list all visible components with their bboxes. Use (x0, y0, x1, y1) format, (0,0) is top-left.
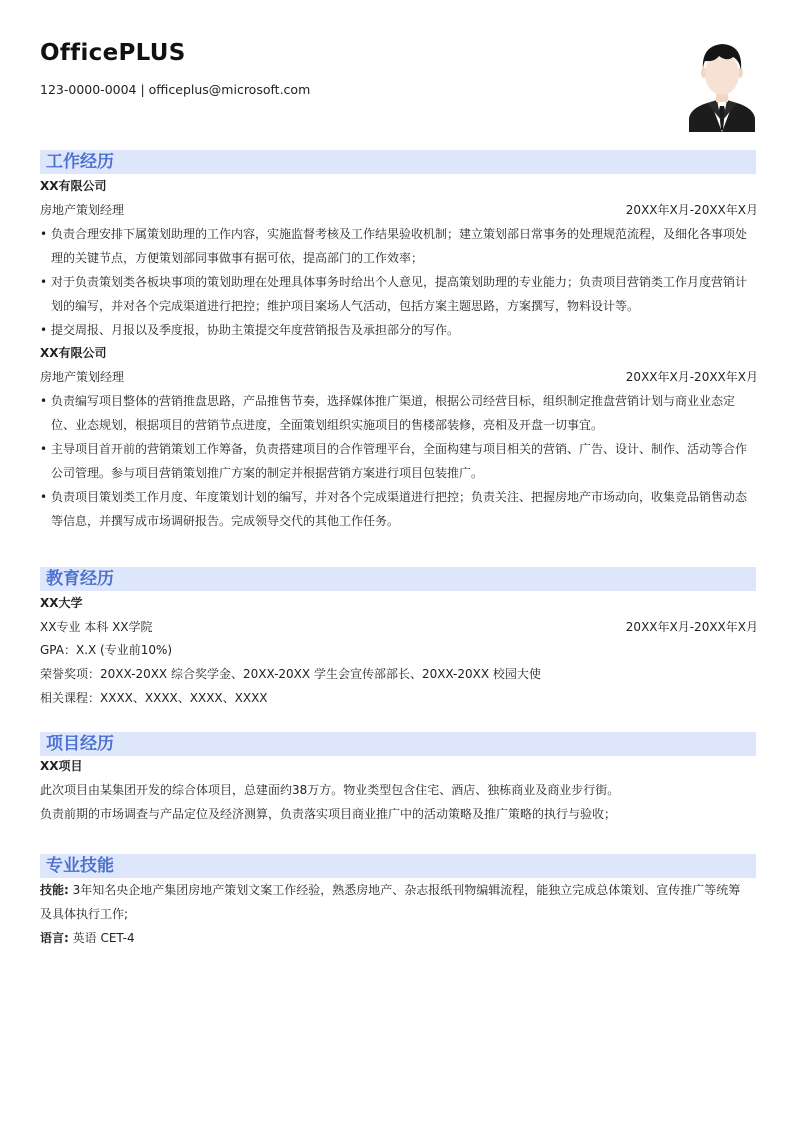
skills-label: 技能: (40, 883, 69, 897)
bullet-text: 负责项目策划类工作月度、年度策划计划的编写，并对各个完成渠道进行把控；负责关注、把握房地产市场动向，收集竞品销售动态等信息，并撰写成市场调研报告。完成领导交代的其他工作任务。 (51, 490, 748, 528)
work-1-position: 房地产策划经理 (40, 203, 125, 217)
section-title-skills (40, 854, 756, 878)
work-2-bullet-3 (40, 485, 756, 533)
education-major: XX专业 本科 XX学院 (40, 620, 153, 634)
project-name: XX项目 (40, 759, 83, 773)
work-2-bullet-1 (40, 389, 756, 437)
avatar (689, 40, 755, 132)
bullet-text: 提交周报、月报以及季度报，协助主策提交年度营销报告及承担部分的写作。 (51, 323, 460, 337)
section-title-work (40, 150, 756, 174)
work-2-period: 20XX年X月-20XX年X月 (625, 370, 758, 384)
section-title-skills-label: 专业技能 (46, 856, 114, 876)
work-1-bullet-3 (40, 318, 756, 342)
language-text: 英语 CET-4 (68, 931, 135, 945)
section-title-project (40, 732, 756, 756)
contact-info: 123-0000-0004 | officeplus@microsoft.com (40, 82, 311, 97)
work-1-period: 20XX年X月-20XX年X月 (625, 203, 758, 217)
project-line-2: 负责前期的市场调查与产品定位及经济测算，负责落实项目商业推广中的活动策略及推广策略的执行与验收； (40, 807, 617, 821)
language-line (40, 930, 135, 946)
work-2-company: XX有限公司 (40, 346, 107, 360)
section-title-education (40, 567, 756, 591)
education-gpa: GPA：X.X (专业前10%) (40, 643, 173, 657)
work-1-company: XX有限公司 (40, 179, 107, 193)
bullet-marker: • (40, 442, 48, 456)
bullet-marker: • (40, 490, 48, 504)
education-honors: 荣誉奖项：20XX-20XX 综合奖学金、20XX-20XX 学生会宣传部部长、20XX-20XX 校园大使 (40, 667, 541, 681)
education-courses: 相关课程：XXXX、XXXX、XXXX、XXXX (40, 691, 268, 705)
bullet-marker: • (40, 227, 48, 241)
skills-line-1 (40, 882, 740, 898)
section-title-work-label: 工作经历 (46, 152, 114, 172)
section-title-education-label: 教育经历 (46, 569, 114, 589)
work-1-bullet-1 (40, 222, 756, 270)
bullet-text: 主导项目首开前的营销策划工作筹备，负责搭建项目的合作管理平台，全面构建与项目相关的营销、广告、设计、制作、活动等合作公司管理。参与项目营销策划推广方案的制定并根据营销方案进行项目包装推广。 (51, 442, 748, 480)
work-1-bullet-2 (40, 270, 756, 318)
skills-line-2: 及具体执行工作; (40, 907, 129, 921)
bullet-text: 负责合理安排下属策划助理的工作内容，实施监督考核及工作结果验收机制；建立策划部日常事务的处理规范流程，及细化各事项处理的关键节点，方便策划部同事做事有据可依，提高部门的工作效率； (51, 227, 748, 265)
skills-text: 3年知名央企地产集团房地产策划文案工作经验，熟悉房地产、杂志报纸刊物编辑流程，能独立完成总体策划、宣传推广等统筹 (68, 883, 741, 897)
bullet-marker: • (40, 394, 48, 408)
language-label: 语言: (40, 931, 69, 945)
education-school: XX大学 (40, 596, 83, 610)
bullet-marker: • (40, 323, 48, 337)
bullet-text: 对于负责策划类各板块事项的策划助理在处理具体事务时给出个人意见，提高策划助理的专业能力；负责项目营销类工作月度营销计划的编写，并对各个完成渠道进行把控；维护项目案场人气活动，包括方案主题思路，方案撰写，物料设计等。 (51, 275, 748, 313)
section-title-project-label: 项目经历 (46, 734, 114, 754)
project-line-1: 此次项目由某集团开发的综合体项目，总建面约38万方。物业类型包含住宅、酒店、独栋商业及商业步行街。 (40, 783, 620, 797)
education-period: 20XX年X月-20XX年X月 (625, 620, 758, 634)
work-2-position: 房地产策划经理 (40, 370, 125, 384)
bullet-text: 负责编写项目整体的营销推盘思路，产品推售节奏，选择媒体推广渠道，根据公司经营目标，组织制定推盘营销计划与商业业态定位、业态规划，根据项目的营销节点进度，全面策划组织实施项目的售楼部装修，亮相及开盘一切事宜。 (51, 394, 736, 432)
candidate-name: OfficePLUS (40, 40, 186, 66)
bullet-marker: • (40, 275, 48, 289)
work-2-bullet-2 (40, 437, 756, 485)
